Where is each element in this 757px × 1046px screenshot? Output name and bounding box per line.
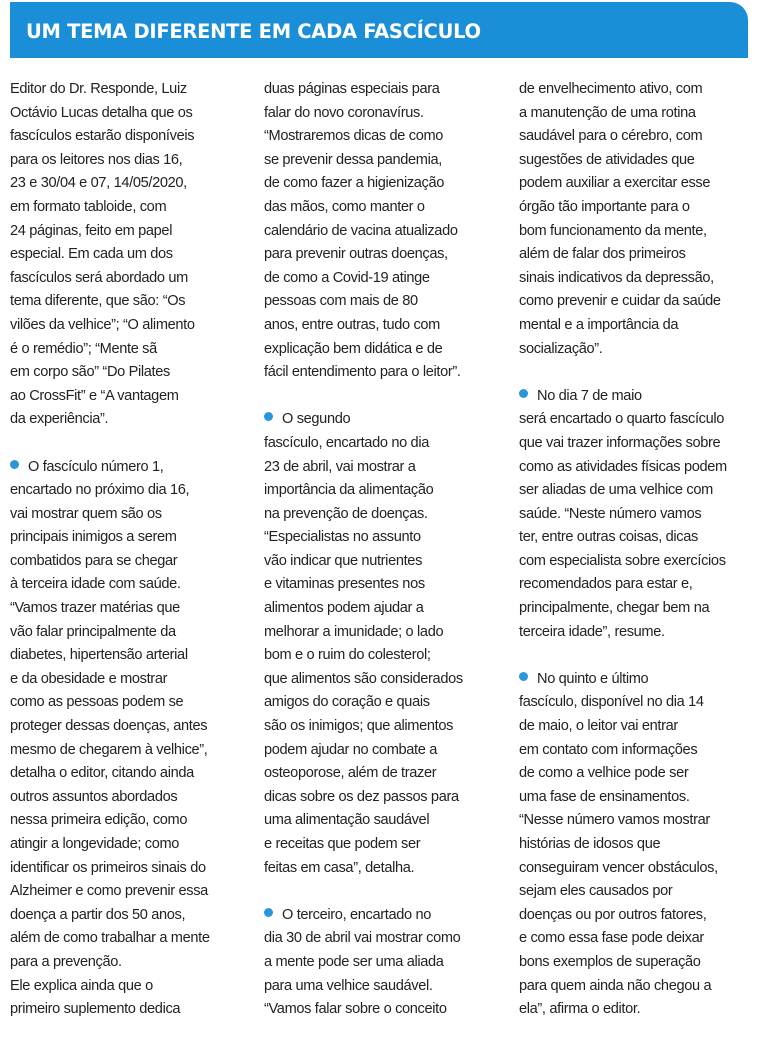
text-line <box>519 479 751 503</box>
text-line-content: falar do novo coronavírus. <box>264 104 424 121</box>
text-line-content: com especialista sobre exercícios <box>519 552 726 569</box>
text-line <box>519 786 751 810</box>
text-line-content: bom funcionamento da mente, <box>519 222 707 239</box>
text-line <box>10 975 242 999</box>
text-line <box>519 597 751 621</box>
text-line <box>264 526 504 550</box>
text-line-content: para prevenir outras doenças, <box>264 246 448 263</box>
text-line-content: sinais indicativos da depressão, <box>519 269 714 286</box>
text-line-content: sejam eles causados por <box>519 883 673 900</box>
text-line-content: para quem ainda não chegou a <box>519 977 712 994</box>
text-line-content: doenças ou por outros fatores, <box>519 906 707 923</box>
text-line-content: na prevenção de doenças. <box>264 505 428 522</box>
bullet-dot-icon <box>264 412 273 421</box>
text-line <box>519 762 751 786</box>
text-line <box>10 196 242 220</box>
text-line <box>10 102 242 126</box>
text-line-content: calendário de vacina atualizado <box>264 222 458 239</box>
text-line <box>10 739 242 763</box>
text-line <box>264 503 504 527</box>
text-line <box>10 408 242 432</box>
text-line <box>264 408 504 432</box>
text-line-content: No dia 7 de maio <box>537 387 642 404</box>
text-line <box>10 78 242 102</box>
text-line <box>519 951 751 975</box>
text-line <box>264 432 504 456</box>
text-line <box>10 550 242 574</box>
text-line <box>10 597 242 621</box>
text-line-content: e vitaminas presentes nos <box>264 576 425 593</box>
text-line-content: conseguiram vencer obstáculos, <box>519 859 718 876</box>
text-line <box>264 149 504 173</box>
text-line-content: dia 30 de abril vai mostrar como <box>264 930 461 947</box>
text-line <box>519 78 751 102</box>
text-line-content: dicas sobre os dez passos para <box>264 788 459 805</box>
text-line-content: saúde. “Neste número vamos <box>519 505 702 522</box>
text-line <box>519 975 751 999</box>
text-line-content: e receitas que podem ser <box>264 836 421 852</box>
text-line <box>519 456 751 480</box>
text-line-content: 24 páginas, feito em papel <box>10 222 173 239</box>
text-line <box>264 243 504 267</box>
text-line-content: que vai trazer informações sobre <box>519 434 721 451</box>
text-line <box>264 975 504 999</box>
text-line <box>264 857 504 881</box>
text-line <box>519 550 751 574</box>
text-line-content: de envelhecimento ativo, com <box>519 81 703 97</box>
text-line-content: saudável para o cérebro, com <box>519 128 703 145</box>
text-line <box>10 125 242 149</box>
text-line-content: de como fazer a higienização <box>264 175 445 192</box>
text-line-content: combatidos para se chegar <box>10 552 178 569</box>
text-line-content: além de falar dos primeiros <box>519 246 686 263</box>
text-line-content: de como a velhice pode ser <box>519 765 689 782</box>
text-line <box>264 172 504 196</box>
text-line-content: vilões da velhice”; “O alimento <box>10 316 195 333</box>
text-line-content: são os inimigos; que alimentos <box>264 718 454 735</box>
text-line-content: melhorar a imunidade; o lado <box>264 623 444 640</box>
bullet-dot-icon <box>264 908 273 917</box>
text-line <box>264 762 504 786</box>
text-line <box>10 857 242 881</box>
text-line <box>264 220 504 244</box>
text-line <box>264 668 504 692</box>
text-line <box>10 338 242 362</box>
text-line <box>10 951 242 975</box>
text-line <box>10 927 242 951</box>
article-paragraph <box>10 78 242 432</box>
text-line-content: 23 de abril, vai mostrar a <box>264 458 416 475</box>
text-line-content: O terceiro, encartado no <box>282 906 431 923</box>
text-line-content: identificar os primeiros sinais do <box>10 859 206 876</box>
text-line <box>264 927 504 951</box>
text-line <box>10 691 242 715</box>
text-line <box>10 998 242 1022</box>
text-line-content: 23 e 30/04 e 07, 14/05/2020, <box>10 175 187 192</box>
text-line <box>264 573 504 597</box>
text-line-content: é o remédio”; “Mente sã <box>10 340 157 357</box>
text-line <box>519 998 751 1022</box>
text-line-content: encartado no próximo dia 16, <box>10 482 190 499</box>
text-line <box>519 857 751 881</box>
text-line-content: bons exemplos de superação <box>519 953 701 970</box>
text-line-content: duas páginas especiais para <box>264 81 440 97</box>
text-line <box>519 927 751 951</box>
text-line-content: órgão tão importante para o <box>519 198 690 215</box>
text-line-content: para uma velhice saudável. <box>264 977 433 994</box>
text-line-content: diabetes, hipertensão arterial <box>10 647 188 664</box>
text-line <box>10 715 242 739</box>
text-line <box>519 833 751 857</box>
text-line-content: mesmo de chegarem à velhice”, <box>10 741 208 758</box>
text-line <box>519 243 751 267</box>
text-line-content: em contato com informações <box>519 741 698 758</box>
text-line-content: sugestões de atividades que <box>519 151 695 168</box>
text-line <box>10 833 242 857</box>
text-line-content: uma alimentação saudável <box>264 812 430 829</box>
text-line-content: podem auxiliar a exercitar esse <box>519 175 711 192</box>
text-line <box>10 526 242 550</box>
text-line <box>264 196 504 220</box>
text-line <box>10 314 242 338</box>
text-line-content: e como essa fase pode deixar <box>519 930 704 947</box>
text-line-content: para a prevenção. <box>10 953 122 970</box>
text-line <box>264 78 504 102</box>
text-line <box>264 786 504 810</box>
article-paragraph <box>519 78 751 361</box>
text-line-content: recomendados para estar e, <box>519 576 693 593</box>
text-line-content: No quinto e último <box>537 670 649 687</box>
text-line <box>519 739 751 763</box>
text-line-content: explicação bem didática e de <box>264 340 443 357</box>
text-line-content: O fascículo número 1, <box>28 458 164 475</box>
text-line <box>264 479 504 503</box>
text-line-content: de como a Covid-19 atinge <box>264 269 430 286</box>
text-line <box>264 125 504 149</box>
text-line <box>264 597 504 621</box>
text-line-content: Alzheimer e como prevenir essa <box>10 883 208 900</box>
paragraph-gap <box>264 880 504 904</box>
text-line-content: “Nesse número vamos mostrar <box>519 812 710 829</box>
text-line <box>519 267 751 291</box>
text-line <box>264 644 504 668</box>
text-line <box>519 125 751 149</box>
text-line <box>10 243 242 267</box>
text-line-content: e da obesidade e mostrar <box>10 670 168 687</box>
section-title: UM TEMA DIFERENTE EM CADA FASCÍCULO <box>26 20 481 43</box>
text-line <box>10 290 242 314</box>
text-line-content: a manutenção de uma rotina <box>519 104 696 121</box>
article-column-2 <box>264 78 504 1022</box>
text-line <box>10 880 242 904</box>
text-line <box>10 385 242 409</box>
text-line-content: à terceira idade com saúde. <box>10 576 181 593</box>
article-column-1 <box>10 78 242 1022</box>
text-line <box>264 809 504 833</box>
text-line <box>519 338 751 362</box>
text-line <box>519 385 751 409</box>
text-line-content: especial. Em cada um dos <box>10 246 173 263</box>
text-line <box>10 456 242 480</box>
text-line <box>10 809 242 833</box>
text-line <box>264 691 504 715</box>
text-line <box>10 644 242 668</box>
text-line-content: proteger dessas doenças, antes <box>10 718 208 735</box>
text-line <box>264 739 504 763</box>
text-line-content: Octávio Lucas detalha que os <box>10 104 193 121</box>
text-line-content: “Especialistas no assunto <box>264 529 421 546</box>
text-line <box>10 149 242 173</box>
text-line-content: ela”, afirma o editor. <box>519 1001 641 1018</box>
text-line-content: nessa primeira edição, como <box>10 812 188 829</box>
text-line <box>264 361 504 385</box>
text-line-content: além de como trabalhar a mente <box>10 930 210 947</box>
text-line-content: Editor do Dr. Responde, Luiz <box>10 81 187 97</box>
text-line-content: O segundo <box>282 411 351 428</box>
text-line-content: das mãos, como manter o <box>264 198 425 215</box>
text-line-content: feitas em casa”, detalha. <box>264 859 415 876</box>
text-line-content: importância da alimentação <box>264 482 434 499</box>
text-line <box>519 904 751 928</box>
text-line <box>10 503 242 527</box>
text-line-content: amigos do coração e quais <box>264 694 430 711</box>
text-line <box>519 314 751 338</box>
text-line-content: doença a partir dos 50 anos, <box>10 906 186 923</box>
text-line-content: “Vamos falar sobre o conceito <box>264 1001 447 1018</box>
text-line-content: atingir a longevidade; como <box>10 836 180 852</box>
text-line-content: alimentos podem ajudar a <box>264 600 424 617</box>
text-line <box>519 408 751 432</box>
text-line <box>10 762 242 786</box>
article-paragraph <box>264 904 504 1022</box>
text-line-content: fascículo, disponível no dia 14 <box>519 694 704 711</box>
text-line-content: que alimentos são considerados <box>264 670 463 687</box>
text-line <box>10 267 242 291</box>
text-line-content: osteoporose, além de trazer <box>264 765 437 782</box>
text-line <box>519 573 751 597</box>
text-line-content: ser aliadas de uma velhice com <box>519 482 713 499</box>
text-line-content: fascículos estarão disponíveis <box>10 128 195 145</box>
article-paragraph <box>264 408 504 880</box>
text-line-content: Ele explica ainda que o <box>10 977 153 994</box>
text-line-content: vão indicar que nutrientes <box>264 552 423 569</box>
text-line-content: podem ajudar no combate a <box>264 741 437 758</box>
text-line <box>519 691 751 715</box>
text-line-content: pessoas com mais de 80 <box>264 293 418 310</box>
bullet-dot-icon <box>519 389 528 398</box>
text-line-content: será encartado o quarto fascículo <box>519 411 725 428</box>
text-line <box>519 880 751 904</box>
text-line <box>519 503 751 527</box>
article-column-3 <box>519 78 751 1022</box>
text-line-content: ao CrossFit” e “A vantagem <box>10 387 179 404</box>
text-line <box>519 149 751 173</box>
article-paragraph <box>519 668 751 1022</box>
text-line <box>264 998 504 1022</box>
text-line <box>519 172 751 196</box>
text-line <box>519 432 751 456</box>
section-banner <box>10 2 748 58</box>
text-line <box>519 526 751 550</box>
text-line-content: outros assuntos abordados <box>10 788 178 805</box>
text-line <box>264 338 504 362</box>
text-line <box>10 668 242 692</box>
bullet-dot-icon <box>519 672 528 681</box>
text-line <box>264 102 504 126</box>
text-line <box>10 786 242 810</box>
text-line-content: fácil entendimento para o leitor”. <box>264 364 461 381</box>
text-line-content: de maio, o leitor vai entrar <box>519 718 678 735</box>
paragraph-gap <box>10 432 242 456</box>
text-line <box>264 621 504 645</box>
text-line-content: a mente pode ser uma aliada <box>264 953 444 970</box>
text-line <box>264 550 504 574</box>
text-line-content: bom e o ruim do colesterol; <box>264 647 431 664</box>
text-line <box>10 621 242 645</box>
text-line-content: detalha o editor, citando ainda <box>10 765 194 782</box>
text-line-content: fascículo, encartado no dia <box>264 434 429 451</box>
text-line <box>264 904 504 928</box>
text-line-content: ter, entre outras coisas, dicas <box>519 529 698 546</box>
text-line-content: como prevenir e cuidar da saúde <box>519 293 721 310</box>
text-line-content: anos, entre outras, tudo com <box>264 316 440 333</box>
text-line <box>519 621 751 645</box>
text-line <box>519 809 751 833</box>
bullet-dot-icon <box>10 460 19 469</box>
text-line-content: se prevenir dessa pandemia, <box>264 151 442 168</box>
text-line-content: para os leitores nos dias 16, <box>10 151 183 168</box>
text-line-content: como as pessoas podem se <box>10 694 184 711</box>
text-line-content: como as atividades físicas podem <box>519 458 727 475</box>
text-line-content: “Mostraremos dicas de como <box>264 128 444 145</box>
text-line <box>264 290 504 314</box>
paragraph-gap <box>264 385 504 409</box>
paragraph-gap <box>519 361 751 385</box>
text-line-content: fascículos será abordado um <box>10 269 188 286</box>
text-line-content: em formato tabloide, com <box>10 198 167 215</box>
text-line <box>10 361 242 385</box>
text-line <box>264 951 504 975</box>
text-line-content: da experiência”. <box>10 411 109 428</box>
article-paragraph <box>10 456 242 1022</box>
text-line-content: principalmente, chegar bem na <box>519 600 710 617</box>
article-paragraph <box>519 385 751 645</box>
text-line <box>264 833 504 857</box>
paragraph-gap <box>519 644 751 668</box>
text-line <box>519 196 751 220</box>
text-line <box>519 102 751 126</box>
text-line-content: mental e a importância da <box>519 316 679 333</box>
text-line <box>10 904 242 928</box>
text-line-content: principais inimigos a serem <box>10 529 177 546</box>
article-paragraph <box>264 78 504 385</box>
text-line-content: “Vamos trazer matérias que <box>10 600 180 617</box>
text-line <box>10 573 242 597</box>
text-line <box>519 668 751 692</box>
text-line <box>264 715 504 739</box>
text-line-content: uma fase de ensinamentos. <box>519 788 690 805</box>
text-line <box>10 479 242 503</box>
text-line <box>264 456 504 480</box>
text-line-content: vão falar principalmente da <box>10 623 176 640</box>
text-line <box>264 267 504 291</box>
text-line-content: vai mostrar quem são os <box>10 505 162 522</box>
text-line-content: socialização”. <box>519 340 603 357</box>
text-line-content: tema diferente, que são: “Os <box>10 293 186 310</box>
text-line-content: histórias de idosos que <box>519 836 661 852</box>
text-line <box>264 314 504 338</box>
text-line-content: terceira idade”, resume. <box>519 623 665 640</box>
text-line <box>519 290 751 314</box>
text-line-content: primeiro suplemento dedica <box>10 1001 181 1018</box>
text-line <box>10 220 242 244</box>
text-line-content: em corpo são” “Do Pilates <box>10 364 170 381</box>
text-line <box>10 172 242 196</box>
text-line <box>519 715 751 739</box>
text-line <box>519 220 751 244</box>
